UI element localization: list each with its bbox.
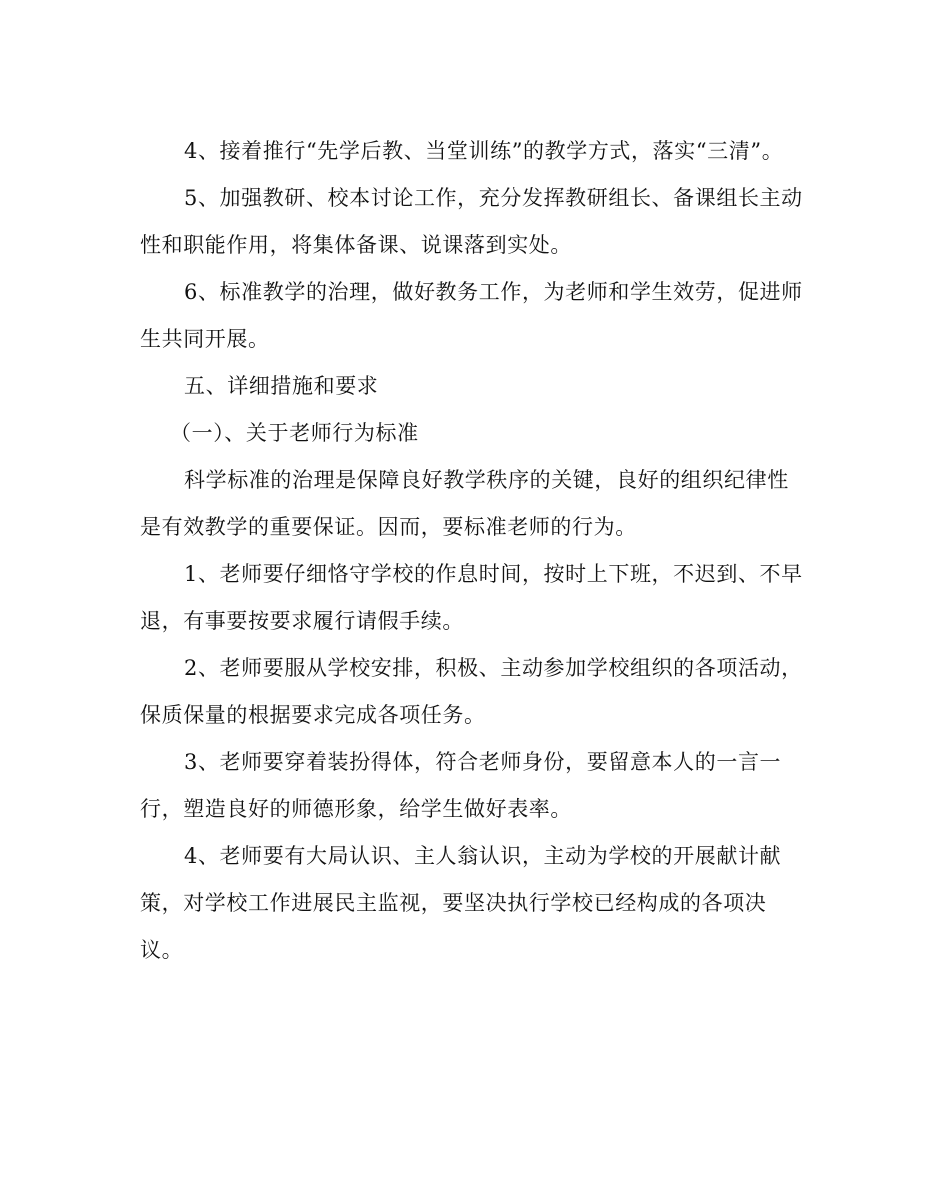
paragraph-line: 6、标准教学的治理，做好教务工作，为老师和学生效劳，促进师: [184, 280, 803, 304]
paragraph-line: 2、老师要服从学校安排，积极、主动参加学校组织的各项活动，: [184, 656, 803, 680]
paragraph-rule-1-schedule: [140, 551, 810, 645]
paragraph-intro-conduct: [140, 457, 810, 551]
paragraph-item-4-teaching-method: [140, 128, 810, 175]
paragraph-line: 性和职能作用，将集体备课、说课落到实处。: [140, 233, 572, 257]
paragraph-line: 策，对学校工作进展民主监视，要坚决执行学校已经构成的各项决: [140, 891, 767, 915]
paragraph-line: 是有效教学的重要保证。因而，要标准老师的行为。: [140, 515, 637, 539]
paragraph-rule-4-ownership: [140, 833, 810, 974]
subsection-heading-teacher-conduct: [140, 410, 810, 457]
paragraph-item-5-teaching-research: [140, 175, 810, 269]
paragraph-line: 行，塑造良好的师德形象，给学生做好表率。: [140, 797, 572, 821]
paragraph-line: 3、老师要穿着装扮得体，符合老师身份，要留意本人的一言一: [184, 750, 782, 774]
document-body: [140, 128, 810, 974]
paragraph-line: 5、加强教研、校本讨论工作，充分发挥教研组长、备课组长主动: [184, 186, 803, 210]
paragraph-rule-3-attire: [140, 739, 810, 833]
paragraph-line: 议。: [140, 938, 184, 962]
paragraph-line: 生共同开展。: [140, 327, 270, 351]
paragraph-item-6-teaching-management: [140, 269, 810, 363]
paragraph-line: 退，有事要按要求履行请假手续。: [140, 609, 464, 633]
paragraph-line: 1、老师要仔细恪守学校的作息时间，按时上下班，不迟到、不早: [184, 562, 803, 586]
paragraph-line: 科学标准的治理是保障良好教学秩序的关键，良好的组织纪律性: [184, 468, 789, 492]
paragraph-line: （一）、关于老师行为标准: [170, 421, 419, 445]
paragraph-line: 4、接着推行“先学后教、当堂训练”的教学方式，落实“三清”。: [184, 139, 784, 163]
paragraph-rule-2-arrangements: [140, 645, 810, 739]
section-heading-measures: [140, 363, 810, 410]
paragraph-line: 五、详细措施和要求: [184, 374, 379, 398]
paragraph-line: 4、老师要有大局认识、主人翁认识，主动为学校的开展献计献: [184, 844, 782, 868]
paragraph-line: 保质保量的根据要求完成各项任务。: [140, 703, 486, 727]
